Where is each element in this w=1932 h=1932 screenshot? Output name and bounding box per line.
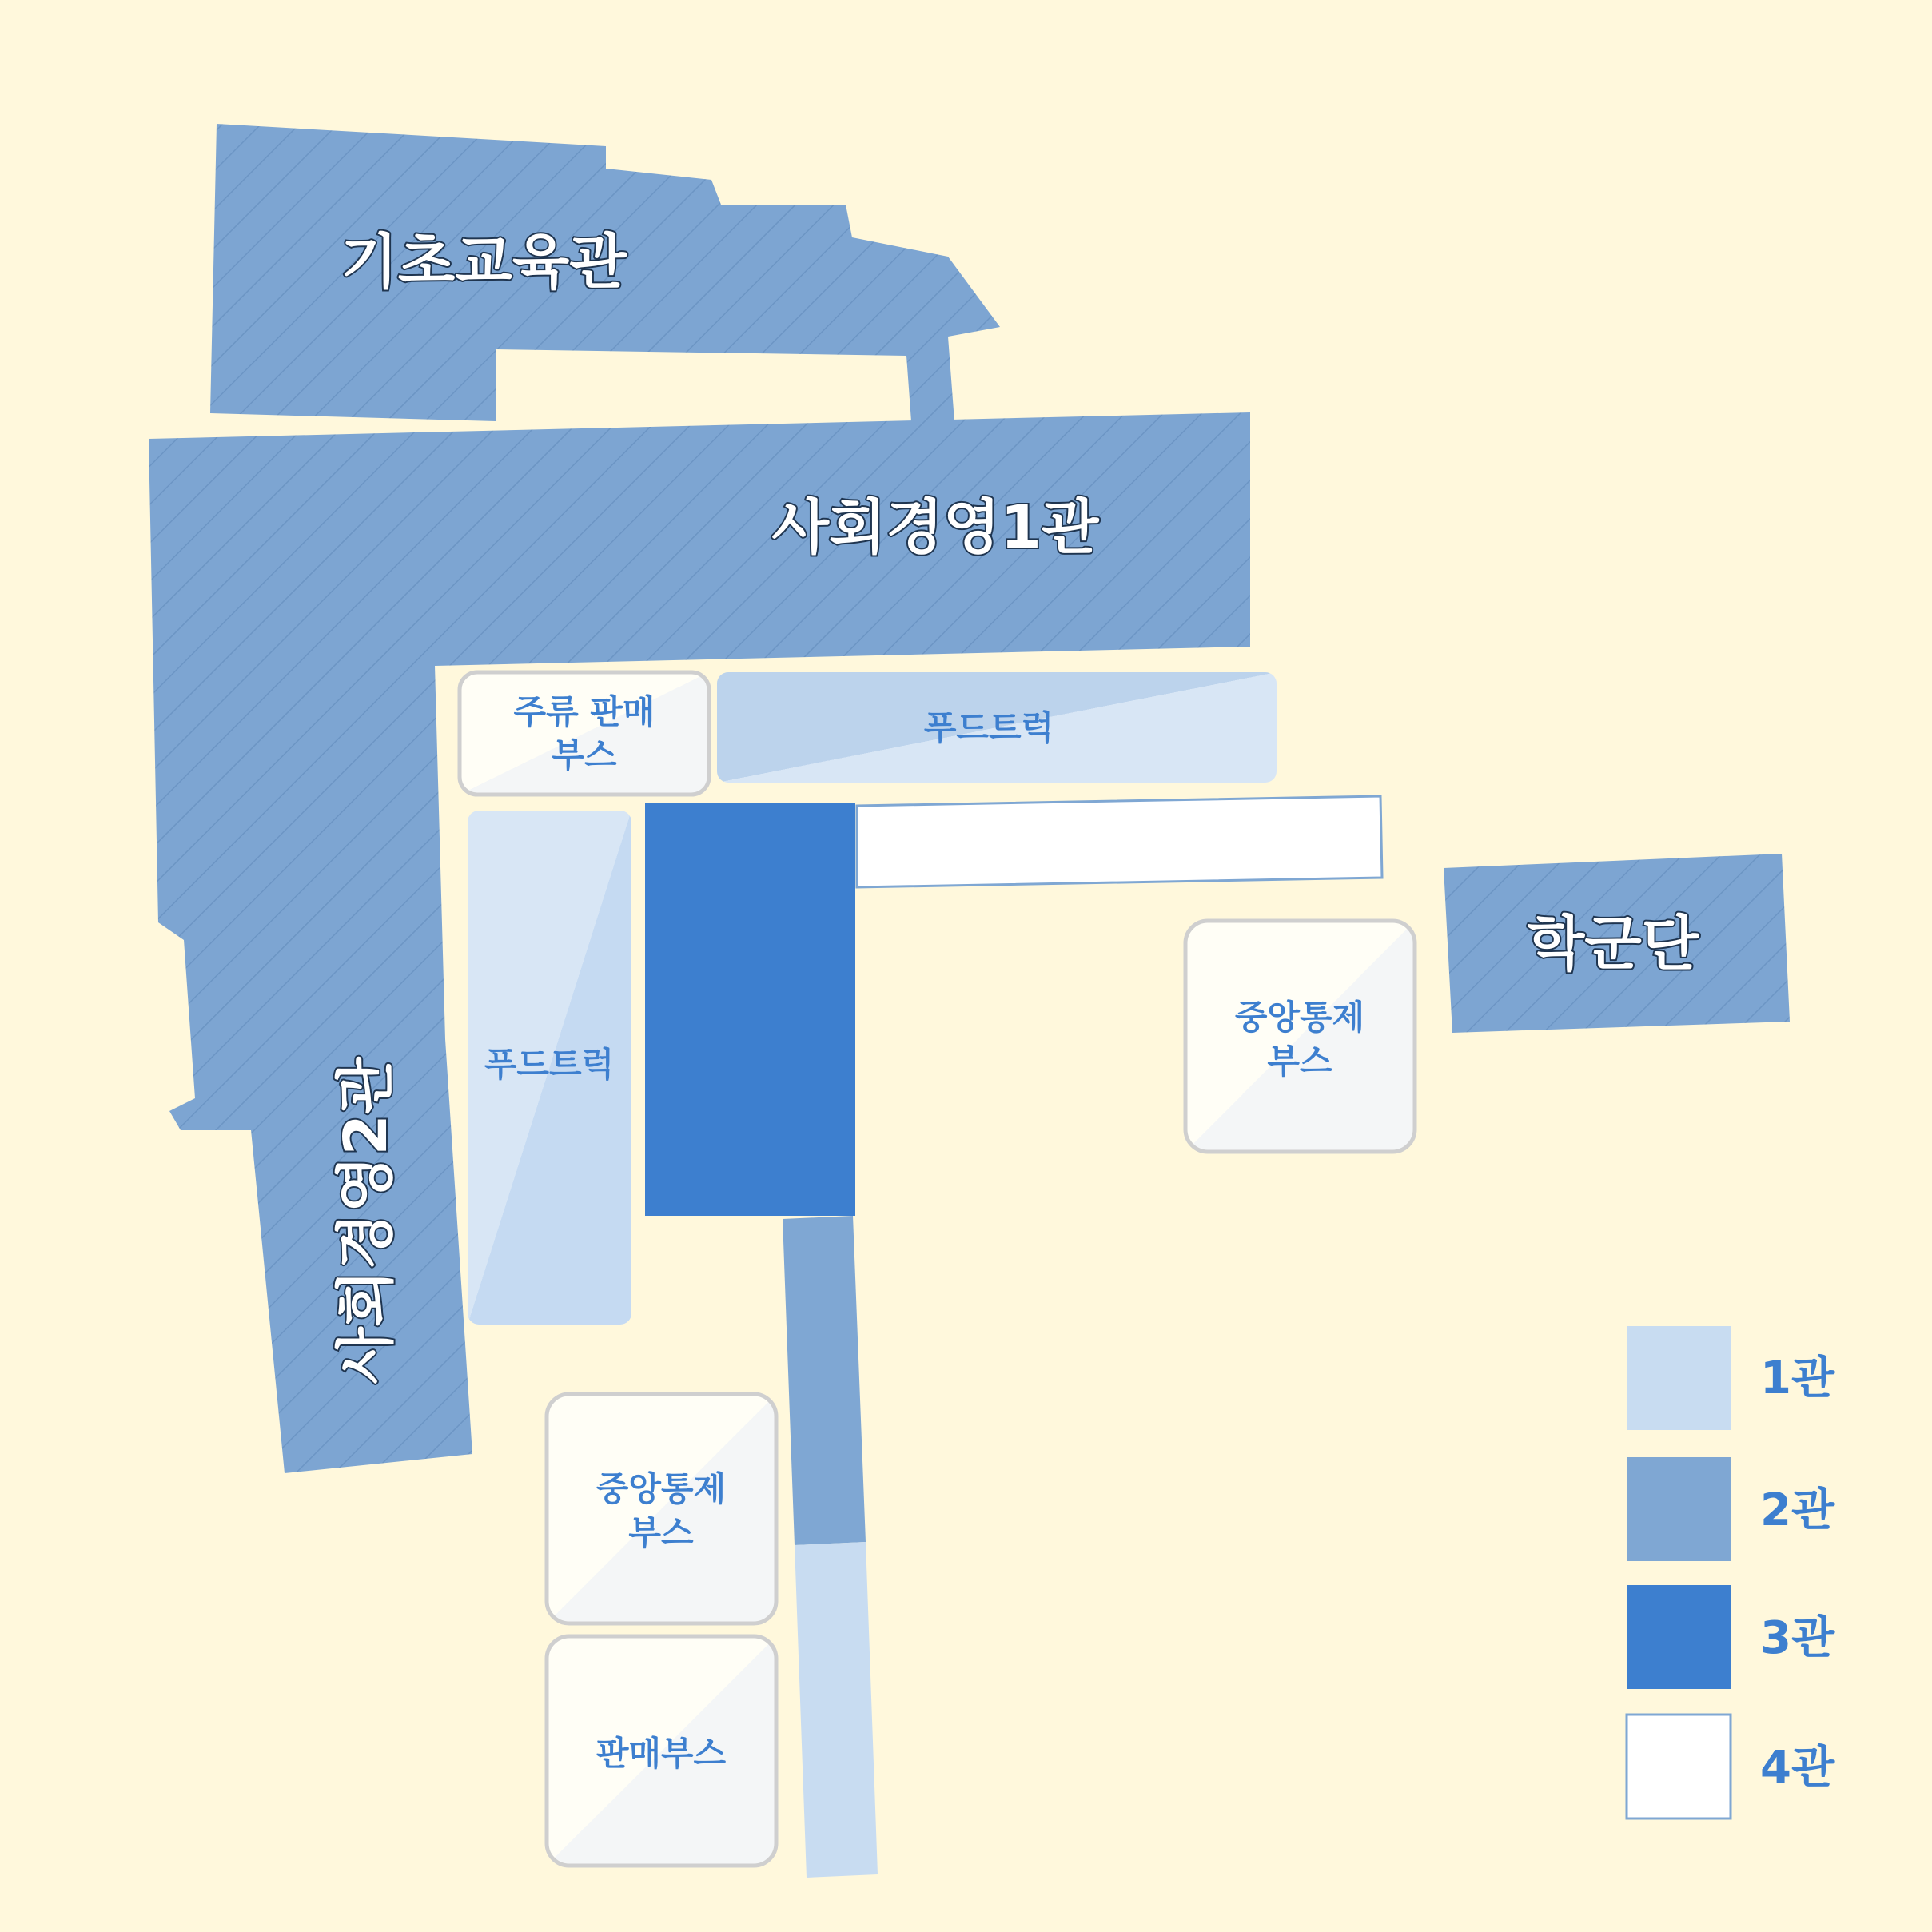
hall-4-block[interactable] xyxy=(857,796,1382,887)
legend-swatch-2 xyxy=(1627,1457,1731,1561)
legend-swatch-4 xyxy=(1627,1715,1731,1818)
label-foodtruck-left: 푸드트럭 xyxy=(484,1045,615,1084)
legend-label-4: 4관 xyxy=(1760,1742,1835,1794)
label-gichogyoyukgwan: 기초교육관 xyxy=(341,228,627,297)
label-control-right-line2: 부스 xyxy=(1267,1042,1332,1081)
label-sahoe1: 사회경영1관 xyxy=(771,493,1099,562)
hall-1-strip[interactable] xyxy=(795,1542,878,1878)
legend-label-3: 3관 xyxy=(1760,1612,1835,1664)
legend-swatch-3 xyxy=(1627,1585,1731,1689)
label-liquor-line2: 부스 xyxy=(552,735,617,775)
hall-2-strip[interactable] xyxy=(783,1216,866,1545)
label-foodtruck-top: 푸드트럭 xyxy=(923,708,1054,747)
legend-label-1: 1관 xyxy=(1760,1352,1835,1404)
label-control-bottom-line2: 부스 xyxy=(628,1513,694,1552)
label-sales: 판매부스 xyxy=(596,1734,727,1773)
label-sahoe2: 사회경영2관 xyxy=(332,1057,400,1384)
hall-3-block[interactable] xyxy=(645,803,855,1216)
legend-swatch-1 xyxy=(1627,1326,1731,1430)
legend-label-2: 2관 xyxy=(1760,1484,1835,1536)
label-control-bottom-line1: 중앙통제 xyxy=(596,1469,727,1508)
label-liquor-line1: 주류 판매 xyxy=(513,692,655,731)
booth-liquor[interactable] xyxy=(460,672,709,795)
label-hakgundan: 학군단 xyxy=(1527,910,1699,978)
booth-control-bottom[interactable] xyxy=(547,1394,776,1623)
label-control-right-line1: 중앙통제 xyxy=(1234,998,1365,1037)
